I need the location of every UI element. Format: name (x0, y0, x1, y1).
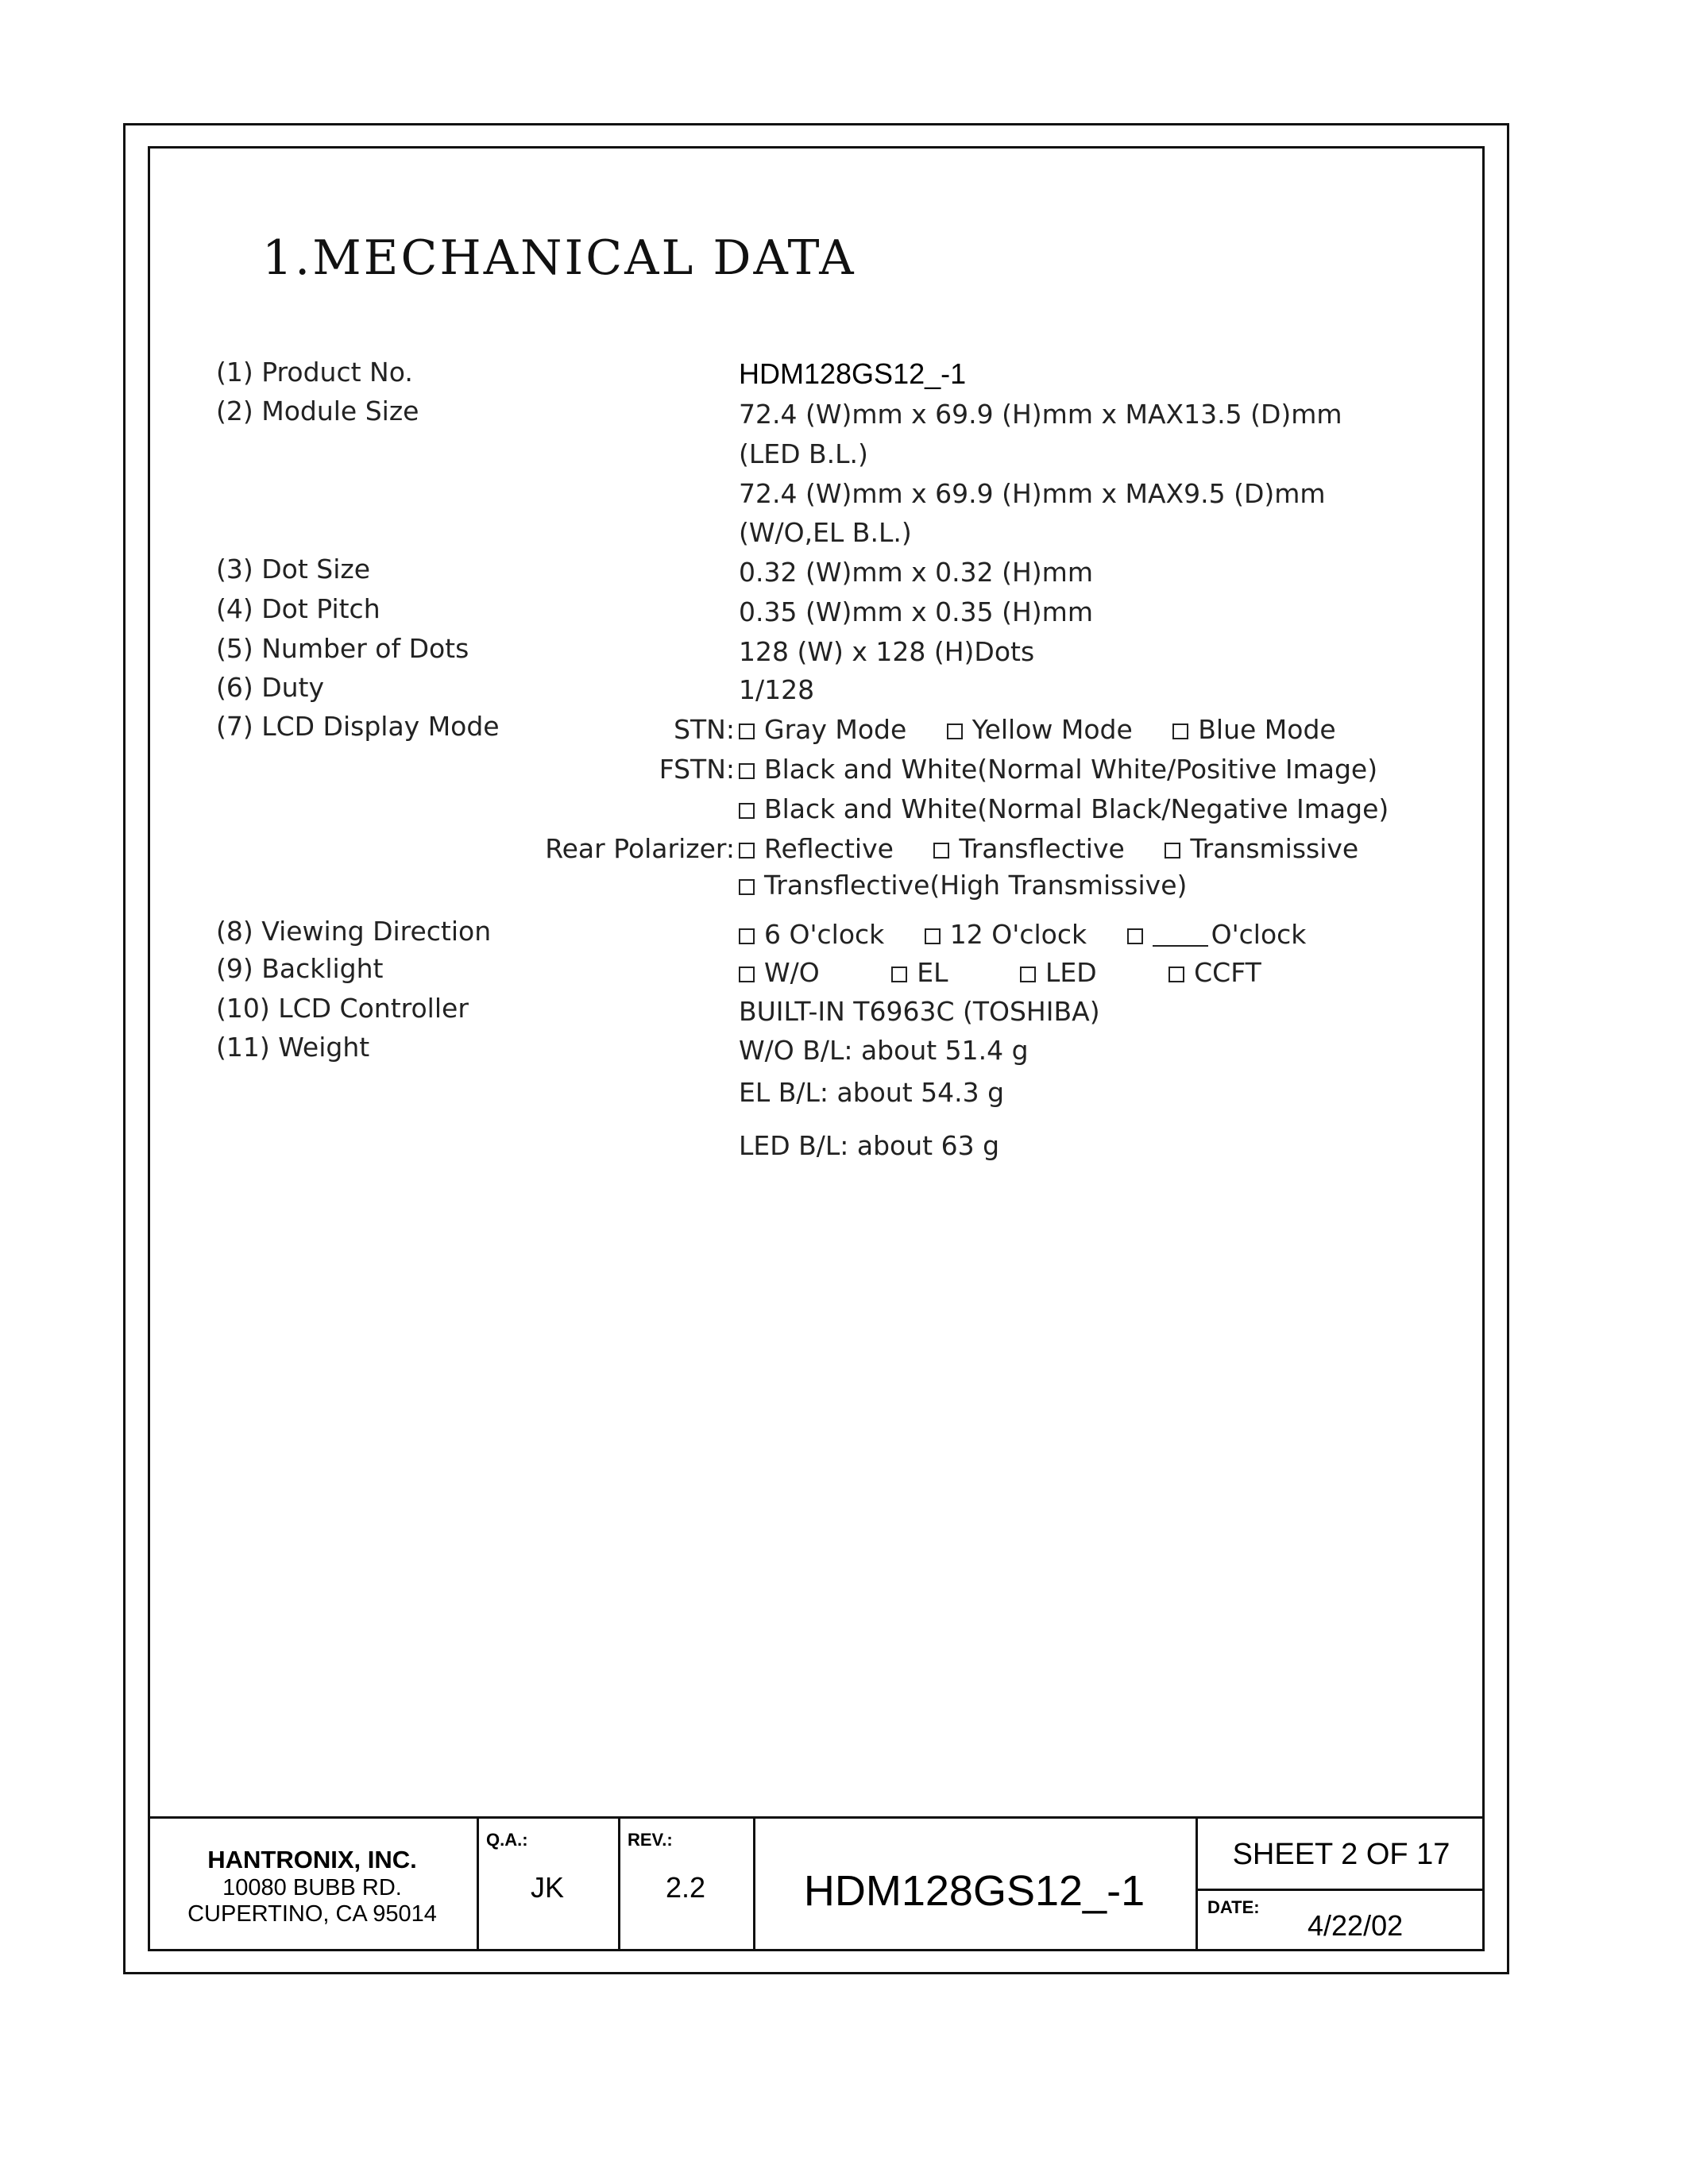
checkbox-reflective[interactable] (739, 843, 755, 859)
part-number: HDM128GS12_-1 (803, 1867, 1145, 1915)
spec-label-duty: (6) Duty (216, 672, 325, 703)
spec-value-weight-led: LED B/L: about 63 g (739, 1130, 1000, 1161)
checkbox-yellow-mode[interactable] (947, 723, 963, 739)
checkbox-6-oclock[interactable] (739, 928, 755, 944)
checkbox-transflective[interactable] (933, 843, 949, 859)
checkbox-backlight-led[interactable] (1020, 967, 1036, 982)
checkbox-normal-black[interactable] (739, 803, 755, 819)
spec-value-module-size-led: 72.4 (W)mm x 69.9 (H)mm x MAX13.5 (D)mm (739, 399, 1342, 430)
checkbox-backlight-ccft[interactable] (1168, 967, 1184, 982)
checkbox-normal-white[interactable] (739, 763, 755, 779)
blank-underline (1153, 924, 1208, 947)
spec-value-module-size-wo-note: (W/O,EL B.L.) (739, 517, 912, 548)
checkbox-backlight-wo[interactable] (739, 967, 755, 982)
stn-options: Gray Mode Yellow Mode Blue Mode (739, 714, 1336, 746)
checkbox-gray-mode[interactable] (739, 723, 755, 739)
spec-value-weight-wo: W/O B/L: about 51.4 g (739, 1035, 1029, 1066)
spec-label-lcd-display-mode: (7) LCD Display Mode (216, 711, 500, 742)
spec-value-dot-size: 0.32 (W)mm x 0.32 (H)mm (739, 557, 1093, 588)
rear-polarizer-options: Reflective Transflective Transmissive (739, 833, 1358, 865)
stn-label: STN: (674, 714, 735, 745)
fstn-option-negative: Black and White(Normal Black/Negative Image) (739, 793, 1389, 825)
rear-polarizer-label: Rear Polarizer: (545, 833, 735, 864)
company-address-line2: CUPERTINO, CA 95014 (187, 1901, 437, 1927)
backlight-options: W/O EL LED CCFT (739, 957, 1261, 989)
title-block (148, 1816, 1485, 1951)
spec-label-viewing-direction: (8) Viewing Direction (216, 916, 492, 947)
spec-label-product-no: (1) Product No. (216, 357, 413, 388)
company-address-line1: 10080 BUBB RD. (222, 1875, 402, 1900)
page-title: 1.MECHANICAL DATA (262, 230, 856, 286)
rear-polarizer-option-high: Transflective(High Transmissive) (739, 870, 1187, 901)
sheet-number: SHEET 2 OF 17 (1232, 1838, 1450, 1871)
spec-label-number-of-dots: (5) Number of Dots (216, 633, 469, 664)
spec-value-dot-pitch: 0.35 (W)mm x 0.35 (H)mm (739, 596, 1093, 627)
viewing-direction-options: 6 O'clock 12 O'clock O'clock (739, 919, 1306, 951)
date-label: DATE: (1207, 1897, 1260, 1917)
checkbox-blue-mode[interactable] (1172, 723, 1188, 739)
qa-value: JK (530, 1871, 564, 1904)
qa-label: Q.A.: (486, 1830, 528, 1850)
fstn-label: FSTN: (659, 754, 735, 785)
spec-label-dot-pitch: (4) Dot Pitch (216, 593, 380, 624)
spec-value-product-no: HDM128GS12_-1 (739, 357, 967, 390)
checkbox-transmissive[interactable] (1165, 843, 1180, 859)
spec-label-lcd-controller: (10) LCD Controller (216, 993, 469, 1024)
checkbox-backlight-el[interactable] (891, 967, 907, 982)
rev-value: 2.2 (665, 1871, 706, 1904)
spec-value-module-size-wo: 72.4 (W)mm x 69.9 (H)mm x MAX9.5 (D)mm (739, 478, 1326, 509)
checkbox-transflective-high[interactable] (739, 879, 755, 895)
checkbox-12-oclock[interactable] (925, 928, 941, 944)
spec-value-duty: 1/128 (739, 674, 815, 705)
spec-value-number-of-dots: 128 (W) x 128 (H)Dots (739, 636, 1035, 667)
fstn-option-positive: Black and White(Normal White/Positive Image) (739, 754, 1377, 785)
spec-value-module-size-led-note: (LED B.L.) (739, 438, 868, 469)
company-name: HANTRONIX, INC. (207, 1846, 417, 1873)
spec-label-backlight: (9) Backlight (216, 953, 384, 984)
checkbox-custom-oclock[interactable] (1127, 928, 1143, 944)
rev-label: REV.: (628, 1830, 673, 1850)
spec-label-weight: (11) Weight (216, 1032, 370, 1063)
spec-value-weight-el: EL B/L: about 54.3 g (739, 1077, 1005, 1108)
spec-label-module-size: (2) Module Size (216, 396, 419, 426)
spec-value-lcd-controller: BUILT-IN T6963C (TOSHIBA) (739, 996, 1100, 1027)
spec-label-dot-size: (3) Dot Size (216, 554, 371, 585)
date-value: 4/22/02 (1308, 1909, 1404, 1942)
